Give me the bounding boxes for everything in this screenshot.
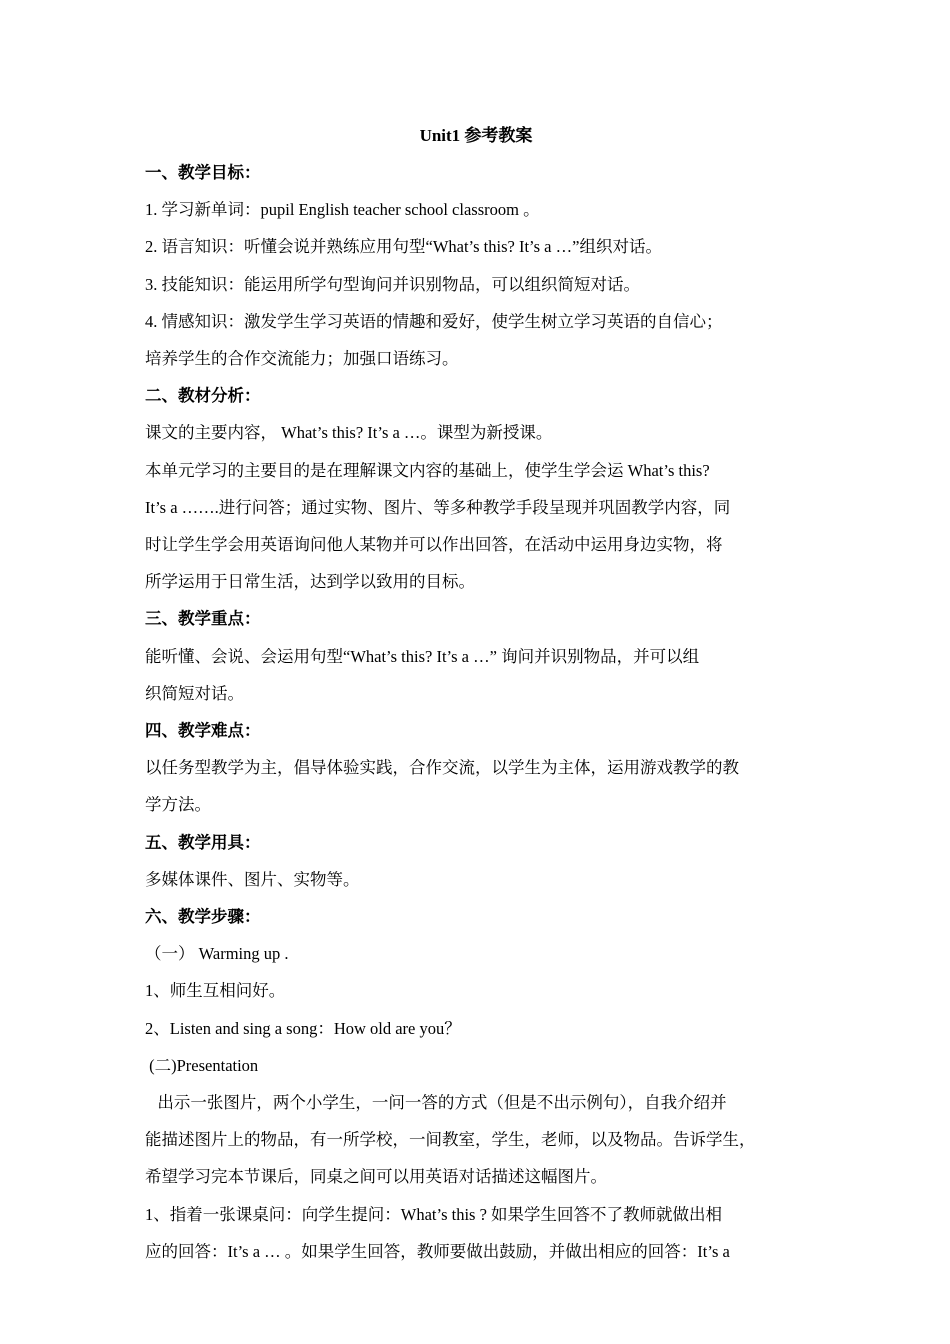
- document-title: Unit1 参考教案: [419, 126, 533, 145]
- body-line: 应的回答：It’s a … 。如果学生回答，教师要做出鼓励，并做出相应的回答：It’s a: [145, 1241, 730, 1261]
- document-page: [145, 118, 807, 1270]
- section-heading-key-points: 三、教学重点：: [145, 609, 261, 629]
- section-heading-analysis: 二、教材分析：: [145, 386, 261, 406]
- objective-item: 4. 情感知识：激发学生学习英语的情趣和爱好，使学生树立学习英语的自信心；: [145, 311, 723, 331]
- objective-item: 培养学生的合作交流能力；加强口语练习。: [145, 349, 459, 369]
- body-line: 以任务型教学为主，倡导体验实践，合作交流，以学生为主体，运用游戏教学的教: [145, 758, 739, 778]
- body-line: 时让学生学会用英语询问他人某物并可以作出回答，在活动中运用身边实物，将: [145, 535, 723, 555]
- body-line: 能描述图片上的物品，有一所学校，一间教室，学生，老师，以及物品。告诉学生，: [145, 1130, 756, 1150]
- body-line: 出示一张图片，两个小学生，一问一答的方式（但是不出示例句），自我介绍并: [145, 1093, 727, 1113]
- body-line: 希望学习完本节课后，同桌之间可以用英语对话描述这幅图片。: [145, 1167, 607, 1187]
- objective-item: 1. 学习新单词：pupil English teacher school classroom 。: [145, 200, 540, 220]
- body-line: 本单元学习的主要目的是在理解课文内容的基础上，使学生学会运 What’s this?: [145, 460, 710, 480]
- section-heading-difficulties: 四、教学难点：: [145, 721, 261, 741]
- body-line: （一） Warming up .: [145, 944, 289, 964]
- body-line: 多媒体课件、图片、实物等。: [145, 869, 360, 889]
- objective-item: 3. 技能知识：能运用所学句型询问并识别物品，可以组织简短对话。: [145, 274, 640, 294]
- body-line: 1、指着一张课桌问：向学生提问：What’s this ? 如果学生回答不了教师就做出相: [145, 1204, 723, 1224]
- body-line: 能听懂、会说、会运用句型“What’s this? It’s a …” 询问并识别物品，并可以组: [145, 646, 700, 666]
- body-line: 课文的主要内容， What’s this? It’s a …。课型为新授课。: [145, 423, 553, 443]
- body-line: 所学运用于日常生活，达到学以致用的目标。: [145, 572, 475, 592]
- section-heading-steps: 六、教学步骤：: [145, 907, 261, 927]
- body-line: 学方法。: [145, 795, 211, 815]
- body-line: 织简短对话。: [145, 683, 244, 703]
- body-line: (二)Presentation: [145, 1055, 259, 1075]
- body-line: 2、Listen and sing a song：How old are you？: [145, 1018, 461, 1038]
- section-heading-materials: 五、教学用具：: [145, 832, 261, 852]
- body-line: 1、师生互相问好。: [145, 981, 286, 1001]
- section-heading-objectives: 一、教学目标：: [145, 163, 261, 182]
- objective-item: 2. 语言知识：听懂会说并熟练应用句型“What’s this? It’s a …”组织对话。: [145, 237, 662, 257]
- body-line: It’s a …….进行问答；通过实物、图片、等多种教学手段呈现并巩固教学内容，同: [145, 497, 731, 517]
